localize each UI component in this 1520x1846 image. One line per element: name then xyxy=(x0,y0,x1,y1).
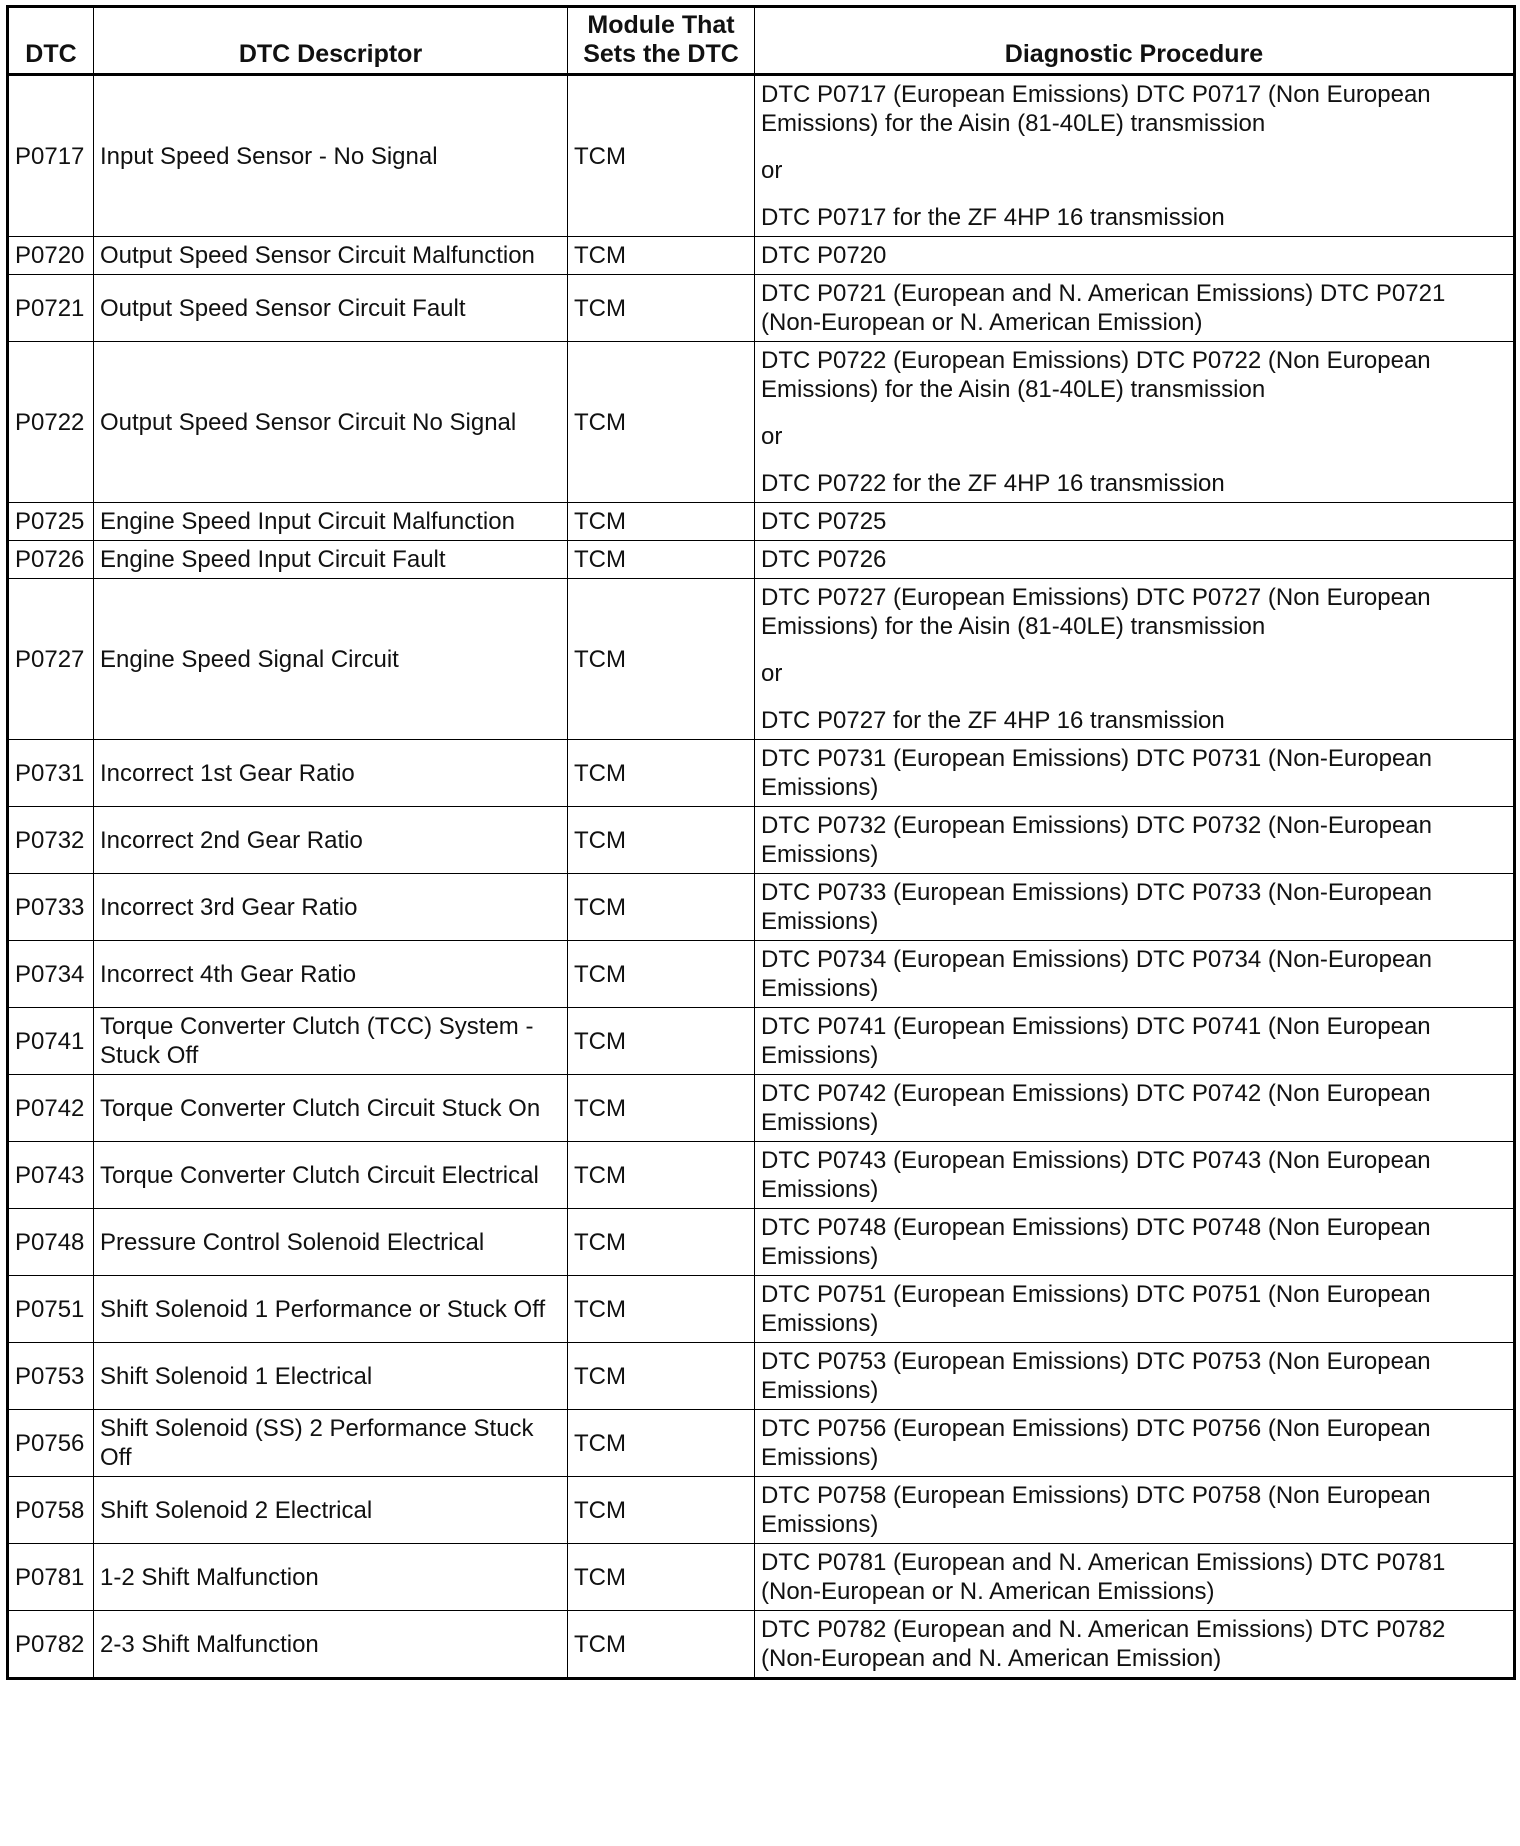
procedure-or-separator: or xyxy=(761,157,783,184)
dtc-descriptor-cell: 2-3 Shift Malfunction xyxy=(94,1611,568,1679)
procedure-link[interactable]: DTC P0726 xyxy=(761,546,887,573)
module-cell: TCM xyxy=(568,503,755,541)
dtc-code-cell: P0731 xyxy=(8,740,94,807)
dtc-code-cell: P0727 xyxy=(8,579,94,740)
header-descriptor: DTC Descriptor xyxy=(94,7,568,75)
diagnostic-procedure-cell xyxy=(755,1008,1515,1075)
procedure-link[interactable]: DTC P0782 (European and N. American Emissions) DTC P0782 (Non-European and N. American Emission) xyxy=(761,1616,1446,1672)
diagnostic-procedure-cell xyxy=(755,740,1515,807)
header-module: Module That Sets the DTC xyxy=(568,7,755,75)
module-cell: TCM xyxy=(568,1410,755,1477)
dtc-descriptor-cell: Pressure Control Solenoid Electrical xyxy=(94,1209,568,1276)
dtc-descriptor-cell: Output Speed Sensor Circuit No Signal xyxy=(94,342,568,503)
module-cell: TCM xyxy=(568,1343,755,1410)
diagnostic-procedure-cell xyxy=(755,874,1515,941)
table-row xyxy=(8,1075,1515,1142)
diagnostic-procedure-cell xyxy=(755,1410,1515,1477)
dtc-descriptor-cell: Output Speed Sensor Circuit Fault xyxy=(94,275,568,342)
module-cell: TCM xyxy=(568,740,755,807)
diagnostic-procedure-cell xyxy=(755,1477,1515,1544)
table-row xyxy=(8,342,1515,503)
table-body xyxy=(8,75,1515,1679)
procedure-link[interactable]: DTC P0756 (European Emissions) DTC P0756 (Non European Emissions) xyxy=(761,1415,1431,1471)
procedure-link[interactable]: DTC P0741 (European Emissions) DTC P0741 (Non European Emissions) xyxy=(761,1013,1431,1069)
table-row xyxy=(8,75,1515,237)
table-row xyxy=(8,740,1515,807)
dtc-code-cell: P0733 xyxy=(8,874,94,941)
dtc-code-cell: P0782 xyxy=(8,1611,94,1679)
module-cell: TCM xyxy=(568,1008,755,1075)
header-row xyxy=(8,7,1515,75)
procedure-link[interactable]: DTC P0717 for the ZF 4HP 16 transmission xyxy=(761,204,1225,231)
dtc-descriptor-cell: Incorrect 1st Gear Ratio xyxy=(94,740,568,807)
dtc-code-cell: P0741 xyxy=(8,1008,94,1075)
module-cell: TCM xyxy=(568,1276,755,1343)
procedure-link[interactable]: DTC P0727 (European Emissions) DTC P0727 (Non European Emissions) for the Aisin (81-40LE) transmission xyxy=(761,584,1431,640)
procedure-link[interactable]: DTC P0781 (European and N. American Emissions) DTC P0781 (Non-European or N. American Emissions) xyxy=(761,1549,1446,1605)
dtc-code-cell: P0758 xyxy=(8,1477,94,1544)
dtc-code-cell: P0722 xyxy=(8,342,94,503)
header-procedure: Diagnostic Procedure xyxy=(755,7,1515,75)
procedure-link[interactable]: DTC P0748 (European Emissions) DTC P0748 (Non European Emissions) xyxy=(761,1214,1431,1270)
table-row xyxy=(8,503,1515,541)
dtc-descriptor-cell: Incorrect 2nd Gear Ratio xyxy=(94,807,568,874)
table-row xyxy=(8,237,1515,275)
diagnostic-procedure-cell xyxy=(755,1142,1515,1209)
dtc-code-cell: P0748 xyxy=(8,1209,94,1276)
diagnostic-procedure-cell xyxy=(755,1276,1515,1343)
dtc-code-cell: P0725 xyxy=(8,503,94,541)
procedure-link[interactable]: DTC P0731 (European Emissions) DTC P0731 (Non-European Emissions) xyxy=(761,745,1432,801)
table-row xyxy=(8,579,1515,740)
module-cell: TCM xyxy=(568,541,755,579)
dtc-descriptor-cell: Output Speed Sensor Circuit Malfunction xyxy=(94,237,568,275)
dtc-code-cell: P0720 xyxy=(8,237,94,275)
table-row xyxy=(8,1209,1515,1276)
module-cell: TCM xyxy=(568,941,755,1008)
dtc-descriptor-cell: Incorrect 4th Gear Ratio xyxy=(94,941,568,1008)
diagnostic-procedure-cell xyxy=(755,807,1515,874)
dtc-table xyxy=(6,5,1516,1680)
dtc-code-cell: P0721 xyxy=(8,275,94,342)
diagnostic-procedure-cell xyxy=(755,503,1515,541)
diagnostic-procedure-cell xyxy=(755,541,1515,579)
dtc-code-cell: P0726 xyxy=(8,541,94,579)
module-cell: TCM xyxy=(568,579,755,740)
table-row xyxy=(8,1276,1515,1343)
header-dtc: DTC xyxy=(8,7,94,75)
procedure-link[interactable]: DTC P0732 (European Emissions) DTC P0732 (Non-European Emissions) xyxy=(761,812,1432,868)
table-header xyxy=(8,7,1515,75)
procedure-link[interactable]: DTC P0722 for the ZF 4HP 16 transmission xyxy=(761,470,1225,497)
table-row xyxy=(8,541,1515,579)
diagnostic-procedure-cell xyxy=(755,75,1515,237)
procedure-link[interactable]: DTC P0720 xyxy=(761,242,887,269)
diagnostic-procedure-cell xyxy=(755,342,1515,503)
procedure-link[interactable]: DTC P0743 (European Emissions) DTC P0743 (Non European Emissions) xyxy=(761,1147,1431,1203)
module-cell: TCM xyxy=(568,275,755,342)
dtc-descriptor-cell: Engine Speed Input Circuit Malfunction xyxy=(94,503,568,541)
procedure-or-separator: or xyxy=(761,423,783,450)
table-row xyxy=(8,874,1515,941)
dtc-code-cell: P0753 xyxy=(8,1343,94,1410)
procedure-link[interactable]: DTC P0751 (European Emissions) DTC P0751 (Non European Emissions) xyxy=(761,1281,1431,1337)
dtc-descriptor-cell: Shift Solenoid 1 Electrical xyxy=(94,1343,568,1410)
diagnostic-procedure-cell xyxy=(755,1209,1515,1276)
table-row xyxy=(8,1142,1515,1209)
dtc-descriptor-cell: Engine Speed Signal Circuit xyxy=(94,579,568,740)
module-cell: TCM xyxy=(568,1544,755,1611)
procedure-link[interactable]: DTC P0742 (European Emissions) DTC P0742 (Non European Emissions) xyxy=(761,1080,1431,1136)
dtc-descriptor-cell: Input Speed Sensor - No Signal xyxy=(94,75,568,237)
dtc-descriptor-cell: Torque Converter Clutch Circuit Stuck On xyxy=(94,1075,568,1142)
dtc-descriptor-cell: Torque Converter Clutch (TCC) System - Stuck Off xyxy=(94,1008,568,1075)
module-cell: TCM xyxy=(568,1209,755,1276)
dtc-code-cell: P0743 xyxy=(8,1142,94,1209)
procedure-link[interactable]: DTC P0725 xyxy=(761,508,887,535)
procedure-or-separator: or xyxy=(761,660,783,687)
procedure-link[interactable]: DTC P0758 (European Emissions) DTC P0758 (Non European Emissions) xyxy=(761,1482,1431,1538)
diagnostic-procedure-cell xyxy=(755,1544,1515,1611)
diagnostic-procedure-cell xyxy=(755,1075,1515,1142)
dtc-code-cell: P0742 xyxy=(8,1075,94,1142)
dtc-code-cell: P0734 xyxy=(8,941,94,1008)
table-row xyxy=(8,1544,1515,1611)
module-cell: TCM xyxy=(568,1477,755,1544)
dtc-code-cell: P0717 xyxy=(8,75,94,237)
table-row xyxy=(8,941,1515,1008)
table-row xyxy=(8,1477,1515,1544)
module-cell: TCM xyxy=(568,1075,755,1142)
procedure-link[interactable]: DTC P0721 (European and N. American Emissions) DTC P0721 (Non-European or N. American Emission) xyxy=(761,280,1446,336)
procedure-link[interactable]: DTC P0722 (European Emissions) DTC P0722 (Non European Emissions) for the Aisin (81-40LE) transmission xyxy=(761,347,1431,403)
dtc-descriptor-cell: Incorrect 3rd Gear Ratio xyxy=(94,874,568,941)
table-row xyxy=(8,1343,1515,1410)
module-cell: TCM xyxy=(568,342,755,503)
module-cell: TCM xyxy=(568,874,755,941)
dtc-code-cell: P0751 xyxy=(8,1276,94,1343)
diagnostic-procedure-cell xyxy=(755,237,1515,275)
dtc-code-cell: P0732 xyxy=(8,807,94,874)
dtc-descriptor-cell: Torque Converter Clutch Circuit Electrical xyxy=(94,1142,568,1209)
diagnostic-procedure-cell xyxy=(755,1611,1515,1679)
module-cell: TCM xyxy=(568,1611,755,1679)
module-cell: TCM xyxy=(568,237,755,275)
procedure-link[interactable]: DTC P0727 for the ZF 4HP 16 transmission xyxy=(761,707,1225,734)
procedure-link[interactable]: DTC P0733 (European Emissions) DTC P0733 (Non-European Emissions) xyxy=(761,879,1432,935)
table-row xyxy=(8,1008,1515,1075)
dtc-code-cell: P0756 xyxy=(8,1410,94,1477)
module-cell: TCM xyxy=(568,75,755,237)
procedure-link[interactable]: DTC P0753 (European Emissions) DTC P0753 (Non European Emissions) xyxy=(761,1348,1431,1404)
dtc-descriptor-cell: Engine Speed Input Circuit Fault xyxy=(94,541,568,579)
table-row xyxy=(8,275,1515,342)
procedure-link[interactable]: DTC P0717 (European Emissions) DTC P0717 (Non European Emissions) for the Aisin (81-40LE) transmission xyxy=(761,81,1431,137)
dtc-code-cell: P0781 xyxy=(8,1544,94,1611)
diagnostic-procedure-cell xyxy=(755,275,1515,342)
dtc-descriptor-cell: Shift Solenoid (SS) 2 Performance Stuck Off xyxy=(94,1410,568,1477)
module-cell: TCM xyxy=(568,1142,755,1209)
procedure-link[interactable]: DTC P0734 (European Emissions) DTC P0734 (Non-European Emissions) xyxy=(761,946,1432,1002)
diagnostic-procedure-cell xyxy=(755,1343,1515,1410)
dtc-descriptor-cell: Shift Solenoid 1 Performance or Stuck Off xyxy=(94,1276,568,1343)
table-row xyxy=(8,807,1515,874)
table-row xyxy=(8,1410,1515,1477)
diagnostic-procedure-cell xyxy=(755,579,1515,740)
diagnostic-procedure-cell xyxy=(755,941,1515,1008)
table-row xyxy=(8,1611,1515,1679)
module-cell: TCM xyxy=(568,807,755,874)
dtc-descriptor-cell: 1-2 Shift Malfunction xyxy=(94,1544,568,1611)
dtc-table-container xyxy=(6,5,1513,1680)
dtc-descriptor-cell: Shift Solenoid 2 Electrical xyxy=(94,1477,568,1544)
